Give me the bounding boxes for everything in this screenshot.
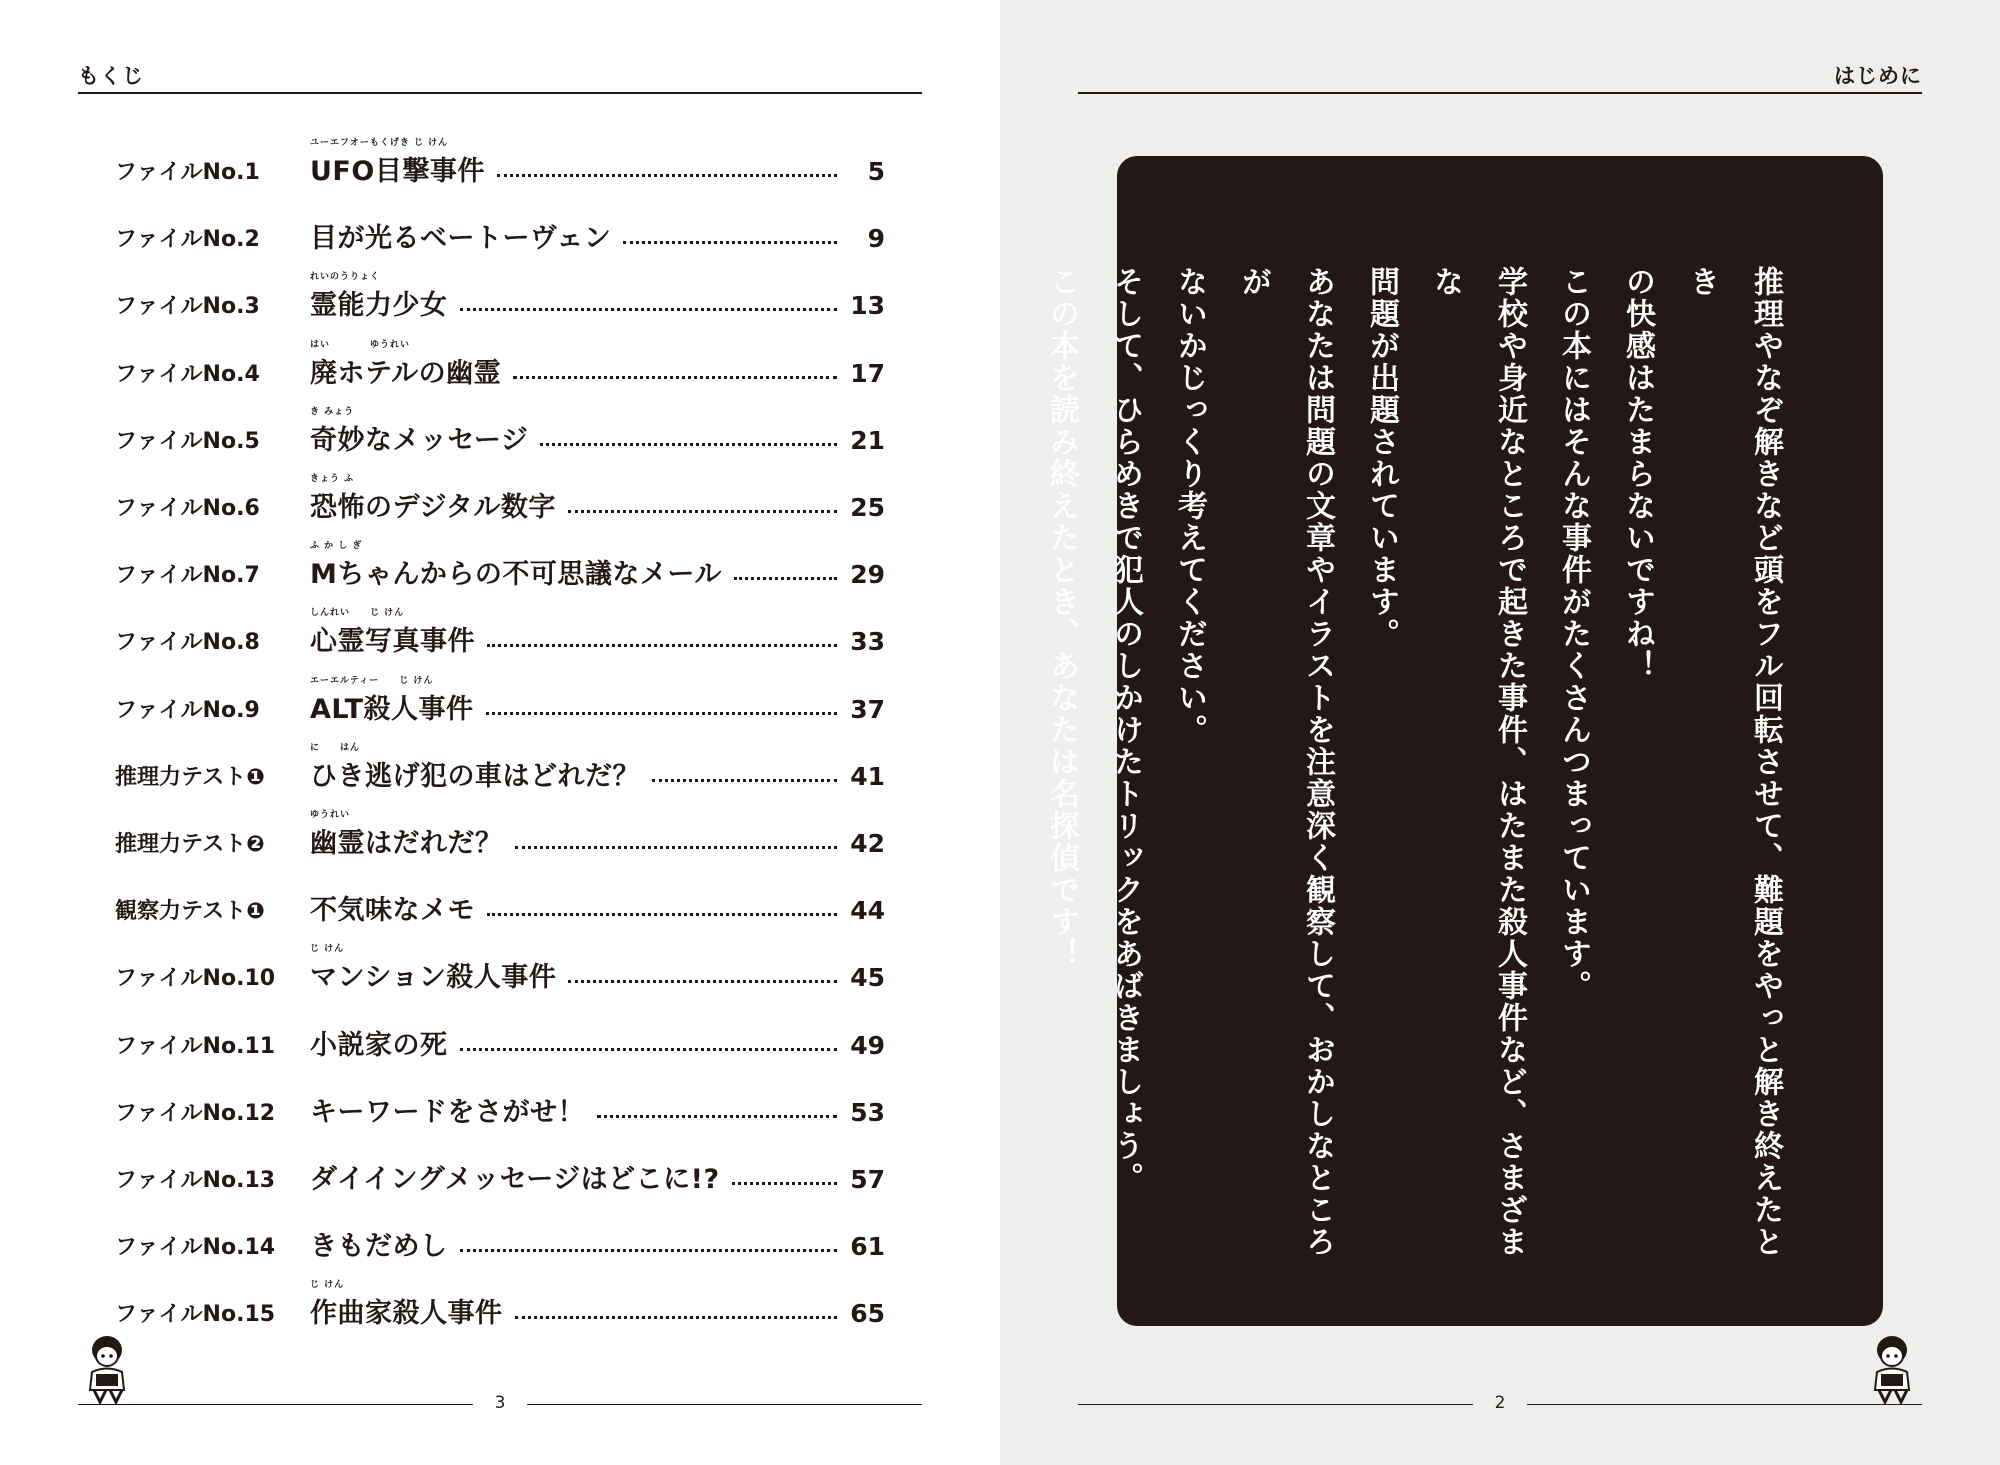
toc-leader-dots	[652, 779, 837, 782]
toc-title-text: 作曲家殺人事件	[310, 1298, 503, 1330]
toc-title-text: ALT殺人事件	[310, 693, 474, 725]
toc-title-ruby: き みょう	[310, 406, 355, 417]
toc-leader-dots	[515, 1316, 838, 1319]
toc-file-label: ファイルNo.11	[115, 1033, 276, 1059]
toc-file-label: 観察力テスト❶	[115, 899, 265, 925]
boy-detective-reading-icon	[80, 1332, 135, 1404]
toc-title-text: マンション殺人事件	[310, 962, 557, 994]
boy-detective-reading-icon	[1865, 1332, 1920, 1404]
toc-title-text: キーワードをさがせ！	[310, 1096, 585, 1128]
toc-row	[115, 810, 885, 860]
toc-row	[115, 1280, 885, 1330]
header-divider	[1078, 92, 1922, 94]
intro-line: の快感はたまらないですね！	[1620, 266, 1655, 682]
toc-file-label: ファイルNo.4	[115, 361, 260, 387]
toc-page-number: 9	[867, 224, 885, 254]
toc-row	[115, 877, 885, 927]
footer-divider-left	[1078, 1404, 1473, 1405]
toc-title	[310, 1079, 585, 1129]
toc-title	[310, 474, 556, 524]
toc-leader-dots	[513, 376, 837, 379]
toc-title-ruby: じ けん	[310, 944, 345, 955]
toc-file-label: ファイルNo.3	[115, 294, 260, 320]
toc-file-label: ファイルNo.10	[115, 966, 276, 992]
toc-title	[310, 676, 474, 726]
toc-page-number: 33	[850, 627, 885, 657]
toc-title-text: 目が光るベートーヴェン	[310, 223, 612, 255]
toc-title-ruby: エーエルティー じ けん	[310, 675, 434, 686]
toc-title-ruby	[310, 1213, 448, 1224]
toc-leader-dots	[732, 1182, 837, 1185]
toc-page-number: 57	[850, 1165, 885, 1194]
toc-row	[115, 1079, 885, 1129]
toc-leader-dots	[460, 1048, 838, 1051]
toc-title	[310, 1012, 448, 1062]
toc-title-ruby	[310, 1146, 720, 1157]
toc-title-text: 奇妙なメッセージ	[310, 424, 529, 456]
intro-line: 学校や身近なところで起きた事件、はたまた殺人事件など、さまざまな	[1428, 266, 1527, 1258]
toc-page-number: 29	[850, 560, 885, 590]
toc-title	[310, 205, 611, 255]
toc-page-number: 17	[850, 358, 885, 388]
toc-title-text: 廃ホテルの幽霊	[310, 357, 502, 389]
toc-title-ruby: しんれい じ けん	[310, 608, 405, 619]
toc-leader-dots	[487, 913, 837, 916]
intro-line: ないかじっくり考えてください。	[1172, 266, 1207, 746]
toc-page-number: 21	[850, 425, 885, 455]
toc-title	[310, 1146, 720, 1196]
toc-leader-dots	[460, 308, 838, 311]
toc-file-label: ファイルNo.5	[115, 428, 260, 454]
toc-leader-dots	[486, 712, 837, 715]
toc-row	[115, 743, 885, 793]
toc-title-text: UFO目撃事件	[310, 156, 485, 187]
toc-title	[310, 810, 503, 860]
toc-title-ruby: ゆうれい	[310, 810, 351, 820]
toc-file-label: ファイルNo.7	[115, 563, 260, 589]
intro-line: 推理やなぞ解きなど頭をフル回転させて、難題をやっと解き終えたとき	[1684, 266, 1783, 1258]
toc-file-label: ファイルNo.12	[115, 1100, 276, 1126]
intro-text-box	[1044, 156, 1883, 1326]
toc-leader-dots	[568, 980, 837, 983]
toc-file-label: ファイルNo.9	[115, 697, 260, 723]
toc-page-number: 44	[850, 896, 885, 926]
toc-leader-dots	[568, 510, 837, 513]
toc-leader-dots	[515, 846, 838, 849]
toc-title-ruby: ユーエフオーもくげき じ けん	[310, 138, 449, 148]
toc-title	[310, 944, 556, 994]
toc-leader-dots	[540, 443, 837, 446]
intro-page	[1000, 0, 2000, 1465]
toc-title	[310, 138, 485, 188]
toc-title	[310, 1280, 503, 1330]
toc-leader-dots	[597, 1115, 837, 1118]
toc-title	[310, 743, 640, 793]
toc-title-ruby: に はん	[310, 742, 361, 753]
toc-row	[115, 340, 885, 390]
toc-title-text: 恐怖のデジタル数字	[310, 492, 556, 523]
toc-title-ruby	[310, 205, 611, 216]
toc-row	[115, 541, 885, 591]
toc-page-number: 41	[850, 761, 885, 791]
toc-file-label: ファイルNo.13	[115, 1168, 276, 1193]
toc-file-label: 推理力テスト❷	[115, 832, 265, 857]
toc-leader-dots	[460, 1249, 838, 1252]
toc-page-number: 25	[850, 493, 885, 522]
intro-line: この本を読み終えたとき、あなたは名探偵です！	[1044, 266, 1079, 970]
intro-line: 問題が出題されています。	[1364, 266, 1399, 650]
toc-page-number: 42	[850, 829, 885, 858]
toc-title-ruby	[310, 877, 475, 888]
toc-page-number: 5	[867, 157, 885, 186]
footer-divider-right	[527, 1404, 922, 1405]
toc-file-label: ファイルNo.15	[115, 1302, 276, 1328]
toc-row	[115, 272, 885, 322]
header-divider	[78, 92, 922, 94]
toc-row	[115, 608, 885, 658]
toc-title	[310, 608, 475, 658]
toc-title-text: 心霊写真事件	[310, 626, 475, 658]
toc-page-number: 53	[850, 1097, 885, 1127]
footer-divider-left	[78, 1404, 473, 1405]
toc-page-number: 45	[850, 963, 885, 993]
toc-title-ruby: ふ か し ぎ	[310, 541, 363, 552]
toc-title	[310, 877, 475, 927]
toc-title-ruby	[310, 1079, 585, 1090]
toc-leader-dots	[734, 577, 837, 580]
toc-file-label: ファイルNo.2	[115, 227, 260, 253]
page-number: 2	[1494, 1393, 1506, 1413]
toc-page-number: 65	[850, 1299, 885, 1329]
toc-leader-dots	[623, 241, 837, 244]
toc-row	[115, 1146, 885, 1196]
toc-title-text: 不気味なメモ	[310, 895, 475, 927]
toc-title-text: ひき逃げ犯の車はどれだ？	[310, 760, 640, 792]
toc-row	[115, 474, 885, 524]
toc-title-text: Mちゃんからの不可思議なメール	[310, 559, 722, 591]
toc-row	[115, 676, 885, 726]
toc-title-ruby: はい ゆうれい	[310, 339, 411, 350]
toc-page-number: 61	[850, 1232, 885, 1262]
toc-file-label: ファイルNo.8	[115, 630, 260, 656]
intro-line: この本にはそんな事件がたくさんつまっています。	[1556, 266, 1591, 1002]
toc-title-text: きもだめし	[310, 1231, 448, 1263]
toc-title	[310, 407, 528, 457]
page-number: 3	[494, 1393, 506, 1413]
toc-title-ruby: じ けん	[310, 1280, 345, 1291]
toc-title-text: 幽霊はだれだ？	[310, 828, 503, 859]
toc-page-number: 13	[850, 291, 885, 321]
toc-title-text: 霊能力少女	[310, 290, 448, 322]
toc-header-title: もくじ	[78, 64, 144, 88]
toc-file-label: 推理力テスト❶	[115, 764, 265, 790]
toc-title-ruby: れいのうりょく	[310, 272, 381, 283]
toc-file-label: ファイルNo.1	[115, 160, 260, 185]
toc-title	[310, 272, 448, 322]
toc-row	[115, 1213, 885, 1263]
toc-title	[310, 541, 722, 591]
toc-page-number: 37	[850, 694, 885, 724]
toc-leader-dots	[487, 644, 837, 647]
toc-file-label: ファイルNo.14	[115, 1235, 276, 1261]
toc-row	[115, 407, 885, 457]
toc-title-ruby: きょう ふ	[310, 474, 355, 484]
footer-divider-right	[1527, 1404, 1922, 1405]
intro-text	[1029, 266, 1797, 1266]
toc-title	[310, 1213, 448, 1263]
intro-header-title: はじめに	[1834, 64, 1922, 88]
toc-file-label: ファイルNo.6	[115, 496, 260, 521]
toc-row	[115, 138, 885, 188]
toc-row	[115, 1012, 885, 1062]
toc-title	[310, 340, 501, 390]
toc-row	[115, 944, 885, 994]
intro-line: そして、ひらめきで犯人のしかけたトリックをあばきましょう。	[1108, 266, 1143, 1194]
intro-line: あなたは問題の文章やイラストを注意深く観察して、おかしなところが	[1236, 266, 1335, 1258]
toc-title-text: ダイイングメッセージはどこに!?	[310, 1164, 720, 1195]
toc-leader-dots	[497, 174, 837, 177]
toc-page-number: 49	[850, 1030, 885, 1060]
toc-title-ruby	[310, 1012, 448, 1023]
toc-row	[115, 205, 885, 255]
toc-title-text: 小説家の死	[310, 1029, 448, 1061]
